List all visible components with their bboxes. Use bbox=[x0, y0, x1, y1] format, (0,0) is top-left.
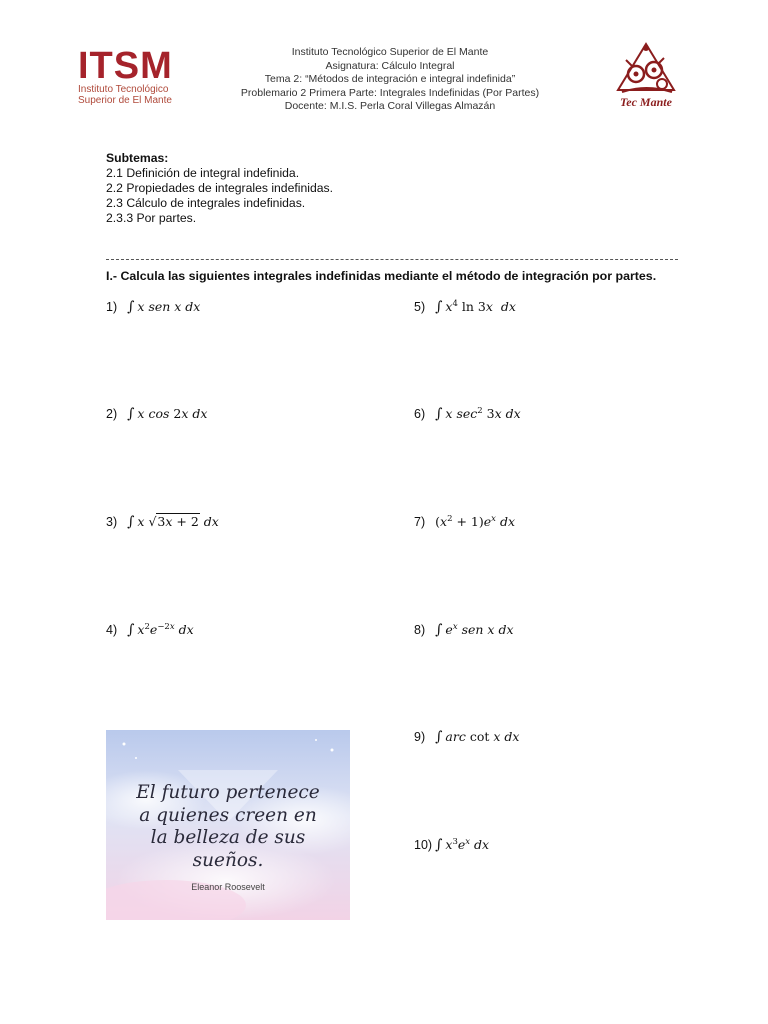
problem-6 bbox=[414, 406, 521, 422]
header-problem-set: Problemario 2 Primera Parte: Integrales Indefinidas (Por Partes) bbox=[240, 86, 540, 99]
document-header bbox=[190, 46, 590, 114]
problem-number: 5) bbox=[414, 300, 426, 314]
tec-mante-logo bbox=[606, 40, 686, 112]
problem-9 bbox=[414, 729, 519, 745]
itsm-logo bbox=[78, 45, 188, 106]
header-topic: Tema 2: “Métodos de integración e integral indefinida” bbox=[264, 73, 516, 86]
quote-line: El futuro pertenece bbox=[136, 782, 320, 803]
header-teacher: Docente: M.I.S. Perla Coral Villegas Almazán bbox=[284, 100, 496, 113]
problem-2 bbox=[106, 406, 207, 422]
problem-number: 10) bbox=[414, 838, 433, 852]
subtopic-item: 2.3.3 Por partes. bbox=[106, 211, 197, 225]
problem-5 bbox=[414, 299, 516, 315]
quote-line: la belleza de sus bbox=[150, 827, 306, 848]
problem-number: 4) bbox=[106, 623, 118, 637]
problem-expression: ∫ x cos 2x dx bbox=[127, 406, 208, 422]
problem-10 bbox=[414, 837, 489, 853]
problem-expression: ∫ $x^4$ ln 3x dx bbox=[435, 299, 516, 315]
quote-author: Eleanor Roosevelt bbox=[191, 882, 265, 892]
tec-mante-label: Tec Mante bbox=[620, 95, 672, 109]
instruction-text: I.- Calcula las siguientes integrales indefinidas mediante el método de integración por partes. bbox=[106, 269, 657, 283]
quote-line: sueños. bbox=[192, 849, 264, 871]
header-institution: Instituto Tecnológico Superior de El Mante bbox=[291, 46, 489, 58]
problem-expression: ∫ $e^x$ sen x dx bbox=[435, 622, 514, 638]
subtopic-item: 2.1 Definición de integral indefinida. bbox=[106, 166, 300, 180]
quote-line: a quienes creen en bbox=[139, 804, 317, 826]
itsm-logo-letters: ITSM bbox=[78, 45, 173, 87]
problem-4 bbox=[106, 622, 194, 638]
problem-expression: $(x^2 + 1)e^x$ dx bbox=[435, 514, 515, 529]
itsm-logo-subtitle-1: Instituto Tecnológico bbox=[78, 84, 169, 95]
itsm-logo-subtitle-2: Superior de El Mante bbox=[78, 95, 172, 106]
quote-image bbox=[106, 730, 350, 920]
problem-3 bbox=[106, 514, 219, 530]
problem-expression: ∫ $x^3e^x$ dx bbox=[435, 837, 490, 853]
problem-number: 8) bbox=[414, 623, 426, 637]
problem-expression: ∫ x √3x + 2 dx bbox=[127, 514, 219, 530]
problem-expression: ∫ arc cot x dx bbox=[435, 729, 520, 745]
problem-number: 1) bbox=[106, 300, 118, 314]
problem-expression: ∫ x sen x dx bbox=[127, 299, 201, 315]
dashed-divider bbox=[106, 259, 678, 260]
subtopics-title: Subtemas: bbox=[106, 151, 169, 165]
problem-1 bbox=[106, 299, 200, 315]
problem-expression: ∫ x $\sec^2 3x$ dx bbox=[435, 406, 521, 422]
subtopics-section bbox=[106, 151, 333, 226]
subtopic-item: 2.3 Cálculo de integrales indefinidas. bbox=[106, 196, 306, 210]
problem-number: 3) bbox=[106, 515, 118, 529]
problem-number: 9) bbox=[414, 730, 426, 744]
tec-mante-emblem-icon bbox=[606, 40, 686, 98]
problem-number: 6) bbox=[414, 407, 426, 421]
problem-7 bbox=[414, 514, 515, 529]
header-subject: Asignatura: Cálculo Integral bbox=[325, 59, 455, 72]
problem-number: 2) bbox=[106, 407, 118, 421]
subtopic-item: 2.2 Propiedades de integrales indefinidas. bbox=[106, 181, 333, 195]
problem-8 bbox=[414, 622, 514, 638]
problem-expression: ∫ $x^2e^{-2x}$ dx bbox=[127, 622, 194, 638]
problem-number: 7) bbox=[414, 515, 426, 529]
quote-text bbox=[106, 782, 350, 872]
